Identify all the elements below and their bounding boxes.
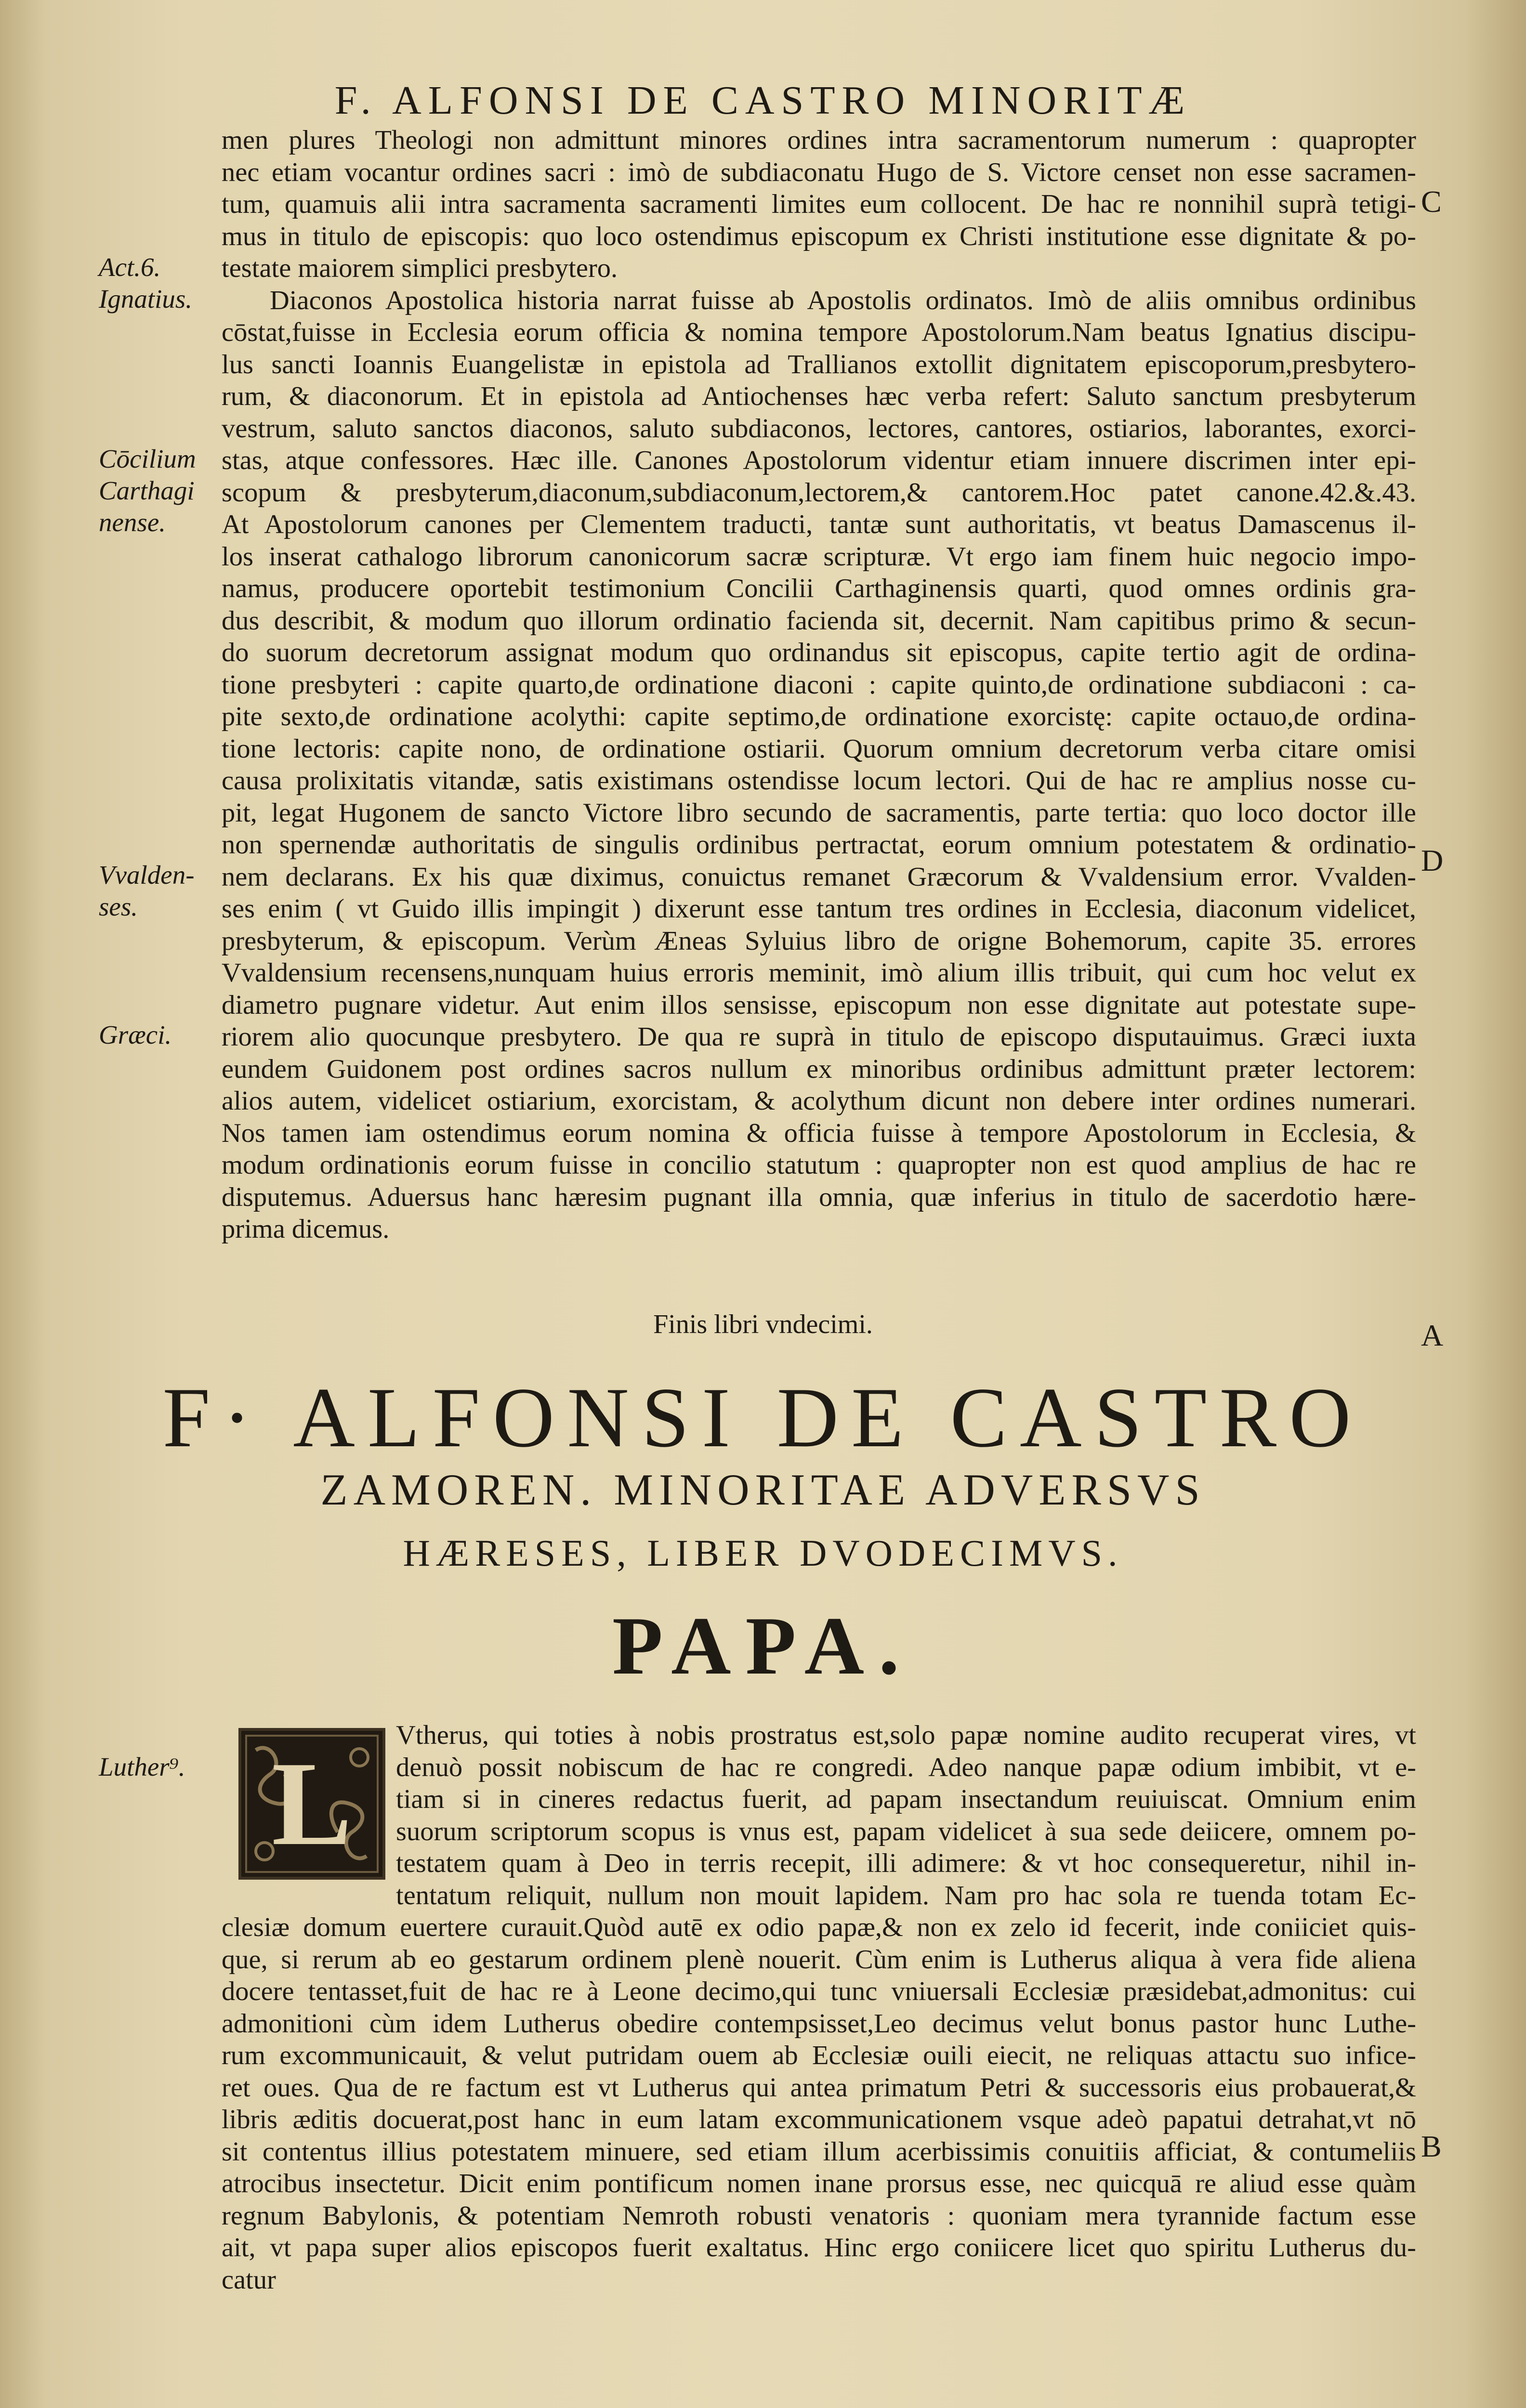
text-line: diametro pugnare videtur. Aut enim illos sensisse, episcopum non esse dignitate aut potestate supe- bbox=[222, 990, 1416, 1020]
text-line: pite sexto,de ordinatione acolythi: capite septimo,de ordinatione exorcistę: capite octauo,de ordina- bbox=[222, 702, 1416, 732]
margin-note-concilium-line3: nense. bbox=[99, 508, 166, 537]
text-line: men plures Theologi non admittunt minores ordines intra sacramentorum numerum : quapropter bbox=[222, 125, 1416, 155]
margin-note-concilium-line2: Carthagi bbox=[99, 476, 195, 505]
text-line: vestrum, saluto sanctos diaconos, saluto subdiaconos, lectores, cantores, ostiarios, laborantes, exorci- bbox=[222, 413, 1416, 444]
text-line: stas, atque confessores. Hæc ille. Canones Apostolorum videntur etiam innuere discrimen inter epi- bbox=[222, 445, 1416, 475]
text-line: regnum Babylonis, & potentiam Nemroth robusti venatoris : quoniam mera tyrannide factum esse bbox=[222, 2200, 1416, 2231]
text-line: namus, producere oportebit testimonium Concilii Carthaginensis quarti, quod omnes ordinis gra- bbox=[222, 574, 1416, 603]
chapter-title-papa: PAPA. bbox=[612, 1600, 914, 1692]
text-line: docere tentasset,fuit de hac re à Leone decimo,qui tunc vniuersali Ecclesiæ præsidebat,admonitus: cui bbox=[222, 1976, 1416, 2006]
text-line: rum, & diaconorum. Et in epistola ad Antiochenses hæc verba refert: Saluto sanctum presbyterum bbox=[222, 381, 1416, 411]
text-block-papa bbox=[222, 1719, 1416, 2296]
text-line: tentatum reliquit, nullum non mouit lapidem. Nam pro hac sola re tuenda totam Ec- bbox=[396, 1880, 1416, 1911]
side-letter-c: C bbox=[1421, 184, 1442, 219]
margin-note-vvaldenses-line2: ses. bbox=[99, 892, 138, 921]
margin-note-vvaldenses-line1: Vvalden- bbox=[99, 860, 195, 890]
side-letter-d: D bbox=[1421, 843, 1444, 877]
text-line: riorem alio quocunque presbytero. De qua re suprà in titulo de episcopo disputauimus. Græci iuxta bbox=[222, 1022, 1416, 1052]
text-line: clesiæ domum euertere curauit.Quòd autē ex odio papæ,& non ex zelo id fecerit, inde coniiciet quis- bbox=[222, 1912, 1416, 1942]
text-line: testatem quam à Deo in terris recepit, illi adimere: & vt hoc consequeretur, nihil in- bbox=[396, 1848, 1416, 1878]
text-line: cōstat,fuisse in Ecclesia eorum officia & nomina tempore Apostolorum.Nam beatus Ignatius discipu- bbox=[222, 317, 1416, 347]
text-line: nem declarans. Ex his quæ diximus, conuictus remanet Græcorum & Vvaldensium error. Vvalden- bbox=[222, 862, 1416, 892]
text-line: Vvaldensium recensens,nunquam huius erroris meminit, imò alium illis tribuit, qui cum hoc velut ex bbox=[222, 958, 1416, 988]
text-line: libris æditis docuerat,post hanc in eum latam excommunicationem vsque adeò papatui detrahat,vt nō bbox=[222, 2105, 1416, 2134]
text-line: Diaconos Apostolica historia narrat fuisse ab Apostolis ordinatos. Imò de aliis omnibus ordinibus bbox=[270, 285, 1416, 315]
text-line: Vtherus, qui toties à nobis prostratus est,solo papæ nomine audito recuperat vires, vt bbox=[396, 1720, 1416, 1750]
book-title-liber: HÆRESES, LIBER DVODECIMVS. bbox=[403, 1532, 1123, 1574]
text-line: dus describit, & modum quo illorum ordinatio facienda sit, decernit. Nam capitibus primo & secun- bbox=[222, 605, 1416, 636]
text-line: disputemus. Aduersus hanc hæresim pugnant illa omnia, quæ inferius in titulo de sacerdotio hære- bbox=[222, 1182, 1416, 1212]
text-line: scopum & presbyterum,diaconum,subdiaconum,lectorem,& cantorem.Hoc patet canone.42.&.43. bbox=[222, 477, 1416, 508]
text-block-book-eleven bbox=[222, 124, 1416, 1245]
text-line: modum ordinationis eorum fuisse in concilio statutum : quapropter non est quod amplius de hac re bbox=[222, 1150, 1416, 1180]
side-letter-b: B bbox=[1421, 2129, 1442, 2163]
text-line: eundem Guidonem post ordines sacros nullum ex minoribus ordinibus admittunt præter lectorem: bbox=[222, 1054, 1416, 1084]
text-line: suorum scriptorum scopus is vnus est, papam videlicet à sua sede deiicere, omnem po- bbox=[396, 1816, 1416, 1846]
text-line: presbyterum, & episcopum. Verùm Æneas Syluius libro de origne Bohemorum, capite 35. errores bbox=[222, 926, 1416, 956]
text-line: ret oues. Qua de re factum est vt Lutherus qui antea primatum Petri & successoris eius probauerat,& bbox=[222, 2072, 1416, 2103]
margin-note-acts: Act.6. bbox=[99, 252, 161, 282]
text-line: alios autem, videlicet ostiarium, exorcistam, & acolythum dicunt non debere inter ordines numerari. bbox=[222, 1086, 1416, 1116]
text-line: causa prolixitatis vitandæ, satis existimans ostendisse locum lectori. Qui de hac re amplius nosse cu- bbox=[222, 766, 1416, 796]
text-line: atrocibus insectetur. Dicit enim pontificum nomen inane prorsus esse, nec quicquā re aliud esse quàm bbox=[222, 2169, 1416, 2199]
text-line: tione lectoris: capite nono, de ordinatione ostiarii. Quorum omnium decretorum verba citare omisi bbox=[222, 733, 1416, 764]
drop-cap-letter: L bbox=[272, 1737, 352, 1871]
text-line: que, si rerum ab eo gestarum ordinem plenè nouerit. Cùm enim is Lutherus aliqua à vera fide aliena bbox=[222, 1944, 1416, 1975]
text-line: ses enim ( vt Guido illis impingit ) dixerunt esse tantum tres ordines in Ecclesia, diaconum videlicet, bbox=[222, 894, 1416, 924]
margin-note-concilium-line1: Cōcilium bbox=[99, 444, 196, 473]
text-line: At Apostolorum canones per Clementem traducti, tantæ sunt authoritatis, vt beatus Damascenus il- bbox=[222, 510, 1416, 539]
text-line: nec etiam vocantur ordines sacri : imò de subdiaconatu Hugo de S. Victore censet non esse sacramen- bbox=[222, 157, 1416, 187]
text-line: do suorum decretorum assignat modum quo ordinandus sit episcopus, capite tertio agit de ordina- bbox=[222, 638, 1416, 667]
text-line: ait, vt papa super alios episcopos fuerit exaltatus. Hinc ergo coniicere licet quo spiritu Lutherus du- bbox=[222, 2233, 1416, 2263]
margin-note-graeci: Græci. bbox=[99, 1020, 172, 1049]
text-line: tiam si in cineres redactus fuerit, ad papam insectandum reuiuiscat. Omnium enim bbox=[396, 1784, 1416, 1814]
text-line: Nos tamen iam ostendimus eorum nomina & officia fuisse à tempore Apostolorum in Ecclesia, & bbox=[222, 1118, 1416, 1148]
finis-line: Finis libri vndecimi. bbox=[653, 1309, 873, 1339]
text-line: pit, legat Hugonem de sancto Victore libro secundo de sacramentis, parte tertia: quo loco doctor ille bbox=[222, 798, 1416, 828]
text-line: rum excommunicauit, & velut putridam ouem ab Ecclesiæ ouili eiecit, ne reliquas attactu suo infice- bbox=[222, 2041, 1416, 2070]
text-line: admonitioni cùm idem Lutherus obedire contempsisset,Leo decimus velut bonus pastor hunc Luthe- bbox=[222, 2008, 1416, 2039]
text-line: testate maiorem simplici presbytero. bbox=[222, 253, 618, 283]
book-title-adversus: ZAMOREN. MINORITAE ADVERSVS bbox=[320, 1465, 1206, 1514]
text-line: tum, quamuis alii intra sacramenta sacramenti limites eum collocent. De hac re nonnihil suprà tetigi- bbox=[222, 189, 1416, 219]
text-line: denuò possit nobiscum de hac re congredi. Adeo nanque papæ odium imbibit, vt e- bbox=[396, 1752, 1416, 1782]
text-line: non spernendæ authoritatis de singulis ordinibus pertractat, eorum omnium potestatem & ordinatio- bbox=[222, 830, 1416, 860]
running-head: F. ALFONSI DE CASTRO MINORITÆ bbox=[334, 78, 1192, 123]
side-letter-a: A bbox=[1421, 1318, 1444, 1352]
text-line: los inserat cathalogo librorum canonicorum sacræ scripturæ. Vt ergo iam finem huic negocio impo- bbox=[222, 541, 1416, 572]
text-line: mus in titulo de episcopis: quo loco ostendimus episcopum ex Christi institutione esse dignitate & po- bbox=[222, 221, 1416, 251]
margin-note-ignatius: Ignatius. bbox=[99, 284, 193, 314]
text-line: lus sancti Ioannis Euangelistæ in epistola ad Trallianos extollit dignitatem episcoporum,presbytero- bbox=[222, 349, 1416, 380]
margin-note-lutherus: Luther⁹. bbox=[99, 1752, 185, 1781]
book-title-author: F· ALFONSI DE CASTRO bbox=[162, 1370, 1364, 1465]
text-line: tione presbyteri : capite quarto,de ordinatione diaconi : capite quinto,de ordinatione subdiaconi : ca- bbox=[222, 669, 1416, 700]
text-line: prima dicemus. bbox=[222, 1214, 390, 1244]
text-line: catur bbox=[222, 2264, 276, 2295]
text-line: sit contentus illius potestatem minuere, sed etiam illum acerbissimis conuitiis afficiat, & contumeliis bbox=[222, 2136, 1416, 2167]
